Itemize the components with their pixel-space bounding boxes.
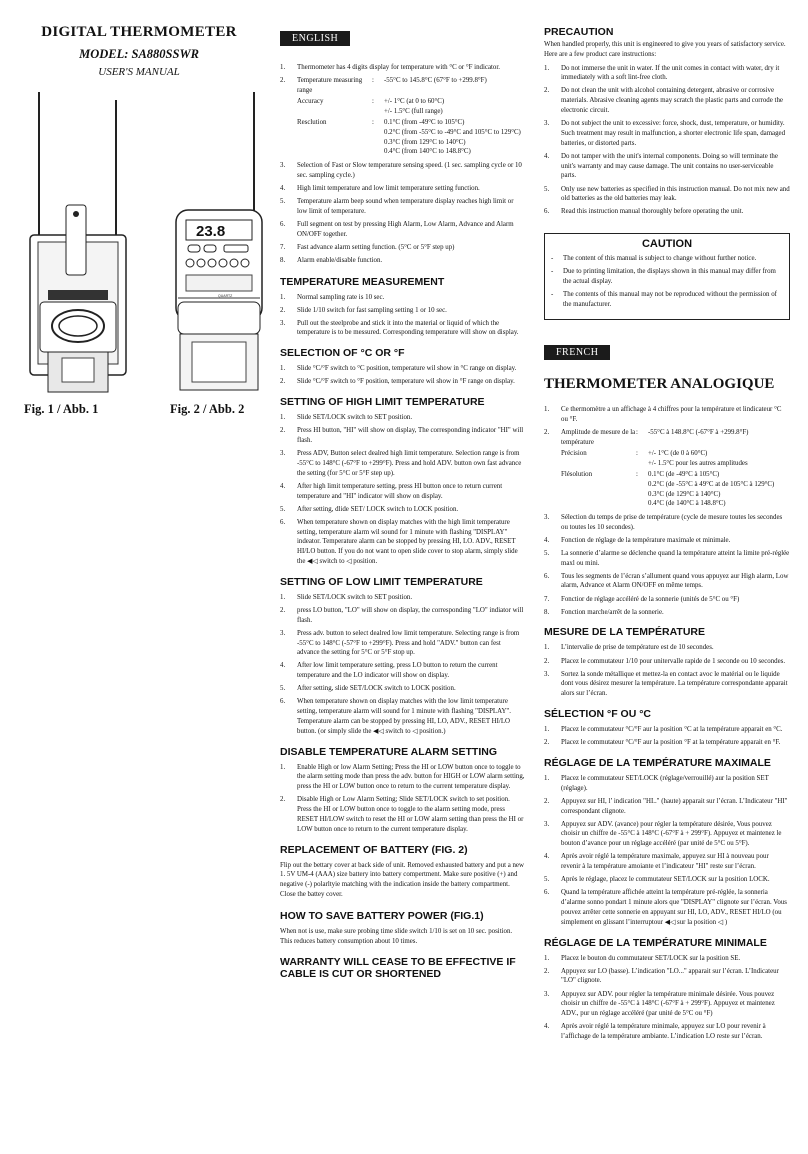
- list-item: 1. Placez le commutateur SET/LOCK (réglage/verrouillé) aur la position SET (réglage).: [544, 774, 769, 792]
- precaution-heading: PRECAUTION: [544, 26, 614, 38]
- list-item: - Due to printing limitation, the displays shown in this manual may differ from the actual display.: [551, 268, 776, 286]
- battery-power-heading: HOW TO SAVE BATTERY POWER (FIG.1): [280, 909, 484, 922]
- list-item: 1. Do not immerse the unit in water. If the unit comes in contact with water, dry it immediately with a soft lint-free cloth.: [544, 64, 780, 82]
- selection-list: [280, 364, 525, 387]
- fr-max-list: [544, 774, 790, 928]
- lcd-reading: 23.8: [196, 223, 226, 240]
- list-item: 3. Appuyez sur ADV. (avance) pour régler la température désirée, Vous pouvez choisir un chiffre de -55°C à 148°C (-67°F à + 299°F). Appuyez et maintenez le bouton d’avance pour un réglage accéléré (par unité de 5°C ou 5°F).: [544, 820, 782, 848]
- list-item: 7. Fast advance alarm setting function. (5°C or 5°F step up): [280, 243, 455, 251]
- fr-selection-heading: SÉLECTION °F OU °C: [544, 707, 651, 720]
- spec-range: Amplitude de mesure de la température : -55°C à 148.8°C (-67°F à +299.8°F): [561, 429, 749, 446]
- fr-measurement-list: [544, 643, 790, 699]
- list-item: 6. Read this instruction manual thoroughly before operating the unit.: [544, 208, 744, 216]
- precaution-list: [544, 64, 790, 218]
- list-item: 8. Fonction marche/arrêt de la sonnerie.: [544, 608, 664, 616]
- list-item: 1. Slide SET/LOCK switch to SET position.: [280, 593, 413, 601]
- english-column: [280, 0, 525, 985]
- list-item: 4. After low limit temperature setting, press LO button to return the current temperature and the LO indicator will show on display.: [280, 662, 498, 680]
- list-item: 6. Full segment on test by pressing High Alarm, Low Alarm, Advance and Alarm ON/OFF together.: [280, 220, 514, 238]
- english-intro-list-cont: [280, 161, 525, 266]
- list-item: 1. Slide °C/°F switch to °C position, temperature wil show in °C range on display.: [280, 365, 517, 373]
- list-item: - The contents of this manual may not be reproduced without the permission of the manufacturer.: [551, 291, 777, 309]
- fr-min-list: [544, 954, 790, 1042]
- caution-box: [544, 233, 790, 320]
- quartz-label: QUARTZ: [218, 294, 233, 298]
- caution-list: [551, 254, 783, 310]
- list-item: 3. Appuyez sur ADV. pour régler la température minimale désirée. Vous pouvez choisir un chiffre de -55°C à 148°C (-67°F à + 299°F). Appuyez et maintenez ADV., pur un réglage accéléré (par unité de 5°C ou °F): [544, 990, 775, 1018]
- fr-max-heading: RÉGLAGE DE LA TEMPÉRATURE MAXIMALE: [544, 756, 771, 769]
- list-item: 6. Quand la température affichée atteint la température pré-réglée, la sonneria d’alarme sonno pondart 1 minute alors que "DISPLAY" clignote sur l’écran. Vous pouvez arrêter cette sonnerie en appuyant sur HI, LO, ADV., RESET HI/LO (ou simplement en glissant l’interruptour ◀◁ sur la position ◁ ): [544, 889, 787, 926]
- fig1-caption: Fig. 1 / Abb. 1: [24, 402, 99, 416]
- list-item: - The content of this manual is subject to change without further notice.: [551, 255, 757, 263]
- list-item: 5. After setting, slide SET/LOCK switch to LOCK position.: [280, 685, 456, 693]
- list-item: 5. After setting, dlide SET/ LOCK switch to LOCK position.: [280, 505, 459, 513]
- list-item: 5. Only use new batteries as specified in this instruction manual. Do not mix new and old batteries as the old batteries may leak.: [544, 185, 790, 203]
- spec-resolution: Resclution : 0.1°C (from -49°C to 105°C) 0.2°C (from -55°C to -49°C and 105°C to 129°C) 0.3°C (from 129°C to 140°C) 0.4°C (from 140°C to 148.8°C): [297, 119, 521, 156]
- list-item: 3. Selection of Fast or Slow temperature sensing speed. (1 sec. sampling cycle or 10 sec. sampling cycle.): [280, 161, 522, 179]
- disable-alarm-heading: DISABLE TEMPERATURE ALARM SETTING: [280, 745, 497, 758]
- disable-alarm-list: [280, 763, 525, 835]
- list-item: 2. Slide °C/°F switch to °F position, temperature wil show in °F range on display.: [280, 378, 515, 386]
- english-intro-list: [280, 63, 525, 95]
- french-title: THERMOMETER ANALOGIQUE: [544, 376, 775, 393]
- list-item: 2. Appuyez sur HI, l’ indication "HI.." (haute) apparait sur l’écran. L’Indicateur "HI" correspondant clignote.: [544, 797, 788, 815]
- list-item: 2. Do not clean the unit with alcohol containing detergent, abrasive or corrosive materials. Abrasive cleaning agents may scratch the plastic parts and corrode the electronic circuit.: [544, 87, 783, 115]
- measurement-heading: TEMPERATURE MEASUREMENT: [280, 275, 445, 288]
- list-item: 2. Amplitude de mesure de la température : -55°C à 148.8°C (-67°F à +299.8°F): [544, 428, 790, 447]
- fr-min-heading: RÉGLAGE DE LA TEMPÉRATURE MINIMALE: [544, 936, 767, 949]
- list-item: 5. La sonnerie d’alarme se déclenche quand la température atteint la limite pré-réglée maxl ou mini.: [544, 549, 790, 567]
- fr-measurement-heading: MESURE DE LA TEMPÉRATURE: [544, 626, 706, 639]
- list-item: 1. Enable High or low Alarm Setting; Press the HI or LOW button once to toggle to the alarm setting mode than press the adv. button for HIGH or LOW alarm setting, press the HI or LOW button once to return to the current temperature display.: [280, 763, 525, 791]
- list-item: 4. Do not tamper with the unit's internal components. Doing so will terminate the unit's warranty and may cause damage. The unit contains no user-serviceable parts.: [544, 152, 778, 180]
- french-intro-list-cont: [544, 513, 790, 618]
- list-item: 2. press LO button, "LO" will show on display, the corresponding "LO" indiator will flash.: [280, 606, 524, 624]
- battery-heading: REPLACEMENT OF BATTERY (FIG. 2): [280, 843, 468, 856]
- list-item: 1. Placez le bouton du commutateur SET/LOCK sur la position SE.: [544, 954, 741, 962]
- list-item: 1. Normal sampling rate is 10 sec.: [280, 293, 385, 301]
- list-item: 2. Press HI button, "HI" will show on display, The corresponding indicator "HI" will flash.: [280, 427, 524, 445]
- list-item: 3. Do not subject the unit to excessive: force, shock, dust, temperature, or humidity. Such treatment may result in malfunction, a shorter electronic life span, damaged batteries, or distorted parts.: [544, 120, 786, 147]
- list-item: 1. Ce thermomètre a un affichage à 4 chiffres pour la température et lindicateur °C ou °F.: [544, 406, 782, 423]
- spec-accuracy: Précision : +/- 1°C (de 0 à 60°C) +/- 1.5°C pour les autres amplitudes: [561, 450, 748, 467]
- spec-resolution: Flésolution : 0.1°C (de -49°C à 105°C) 0.2°C (de -55°C à 49°C at de 105°C à 129°C) 0.3°C (de 129°C à 140°C) 0.4°C (de 140°C à 148.8°C): [561, 471, 775, 508]
- precaution-intro: When handled properly, this unit is engineered to give you years of satisfactory service. Here are a few product care instructions:: [544, 41, 786, 58]
- battery-text: Flip out the bettary cover at back side of unit. Removed exhausted battery and put a new 1. 5V UM-4 (AAA) size battery into battery compertment. Make sure positive (+) and negative (-) polarltyie matching with the indication inside the battery compartment. Close the battey cover.: [280, 861, 524, 898]
- list-item: 4. After high limit temperature setting, press HI button once to return current temperature and "HI" indicator will show on display.: [280, 482, 503, 500]
- fig2-thermometer-illustration: [168, 90, 270, 395]
- list-item: 6. When temperature shown on display matches with the low limit temperature setting, temperature alarm will sound for 1 minute with flashing "DISPLAY". Temperature alarm can be stopped by pressing HI, LO, ADV., RESET HI/LO button. (or simply slide the ◀◁ switch to ◁ position.): [280, 698, 511, 735]
- list-item: 5. Après le réglage, placez le commutateur SET/LOCK sur la position LOCK.: [544, 876, 770, 884]
- list-item: 3. Press ADV, Button select dealred high limit temperature. Selection range is from -55°C to 148°C (-67°F to +299°F). Press and hold ADV. button own fast advance the setting (for 5°C or 5°F step up).: [280, 450, 522, 477]
- warranty-heading: WARRANTY WILL CEASE TO BE EFFECTIVE IF CABLE IS CUT OR SHORTENED: [280, 956, 516, 981]
- measurement-list: [280, 293, 525, 339]
- list-item: 3. Press adv. button to select dealred low limit temperature. Selecting range is from -55°C to 148°C (-57°F to +299°F). Press and hold "ADV." button can fest advance the setting for 5°C or 5°F stop up.: [280, 629, 520, 657]
- list-item: 2. Placez le commutateur 1/10 pour unitervalle rapide de 1 seconde ou 10 secondes.: [544, 657, 786, 665]
- high-limit-list: [280, 413, 525, 567]
- list-item: 1. Thermometer has 4 digits display for temperature with °C or °F indicator.: [280, 64, 500, 71]
- low-limit-list: [280, 593, 525, 737]
- list-item: 4. Fonction de réglage de la température maximale et minimale.: [544, 536, 731, 544]
- list-item: 4. Après avoir réglé la température minimale, appuyez sur LO pour revenir à l’affichage de la température ambiante. L’indication LO reste sur l’écran.: [544, 1023, 766, 1040]
- french-label: FRENCH: [544, 345, 610, 360]
- list-item: 1. Placez le commutateur °C/°F aur la position °C at la température apparait en °C.: [544, 725, 783, 733]
- caution-heading: CAUTION: [641, 238, 693, 251]
- list-item: 8. Alarm enable/disable function.: [280, 256, 383, 264]
- spec-accuracy: Accuracy : +/- 1°C (at 0 to 60°C) +/- 1.5°C (full range): [297, 98, 445, 115]
- low-limit-heading: SETTING OF LOW LIMIT TEMPERATURE: [280, 575, 483, 588]
- list-item: 1. L’intervalie de prise de température est de 10 secondes.: [544, 644, 714, 652]
- french-intro-list: [544, 405, 790, 447]
- spec-range: Temperature measuring range : -55°C to 145.8°C (67°F to +299.8°F): [297, 77, 487, 94]
- list-item: 1. Slide SET/LOCK switch to SET position.: [280, 414, 413, 422]
- list-item: 3. Pull out the steelprobe and stick it into the material or liquid of which the temperature is to be messured. Corresponding temperature will show on display.: [280, 319, 519, 337]
- list-item: 2. Placez le commutateur °C/°F aur la position °F at la température apparait en °F.: [544, 739, 781, 747]
- list-item: 2. Slide 1/10 switch for fast sampling setting 1 or 10 sec.: [280, 306, 447, 314]
- high-limit-heading: SETTING OF HIGH LIMIT TEMPERATURE: [280, 396, 485, 409]
- fig2-caption: Fig. 2 / Abb. 2: [170, 402, 245, 416]
- list-item: 4. High limit temperature and low limit temperature setting function.: [280, 184, 480, 192]
- list-item: 6. Tous les segments de l’écran s’allument quand vous appuyez aur High alarm, Low alarm, Advance et Alarm ON/OFF en même temps.: [544, 572, 789, 590]
- list-item: 7. Fonctior de réglage accéléré de la sonnerie (unités de 5°C ou °F): [544, 595, 740, 603]
- english-label: ENGLISH: [280, 31, 350, 46]
- right-column: [544, 0, 790, 1045]
- list-item: 2. Temperature measuring range : -55°C to 145.8°C (67°F to +299.8°F): [280, 76, 525, 95]
- battery-power-text: When not is use, make sure probing time slide switch 1/10 is set on 10 sec. position. This reduces battery consumption about 10 times.: [280, 927, 513, 945]
- list-item: 4. Après avoir réglé la température maximale, appuyez sur HI à nouveau pour revenir à la température amoiante et l’indicateur "HI" reste sur l’écran.: [544, 853, 769, 871]
- users-manual-label: USER'S MANUAL: [98, 66, 180, 78]
- fig1-thermometer-illustration: [18, 90, 136, 395]
- selection-heading: SELECTION OF °C OR °F: [280, 347, 405, 360]
- list-item: 3. Sélection du temps de prise de température (cycle de mesure toutes les secondes ou toutes les 10 secondes).: [544, 513, 783, 531]
- fr-selection-list: [544, 725, 790, 748]
- list-item: 3. Sortez la sonde métallique et mettez-la en contact avoc le matérial ou le liquide dont vous désirez mesurer la température. La température correspondante apparait alors sur l’écran.: [544, 670, 788, 698]
- list-item: 2. Disable High or Low Alarm Setting; Slide SET/LOCK switch to set position. Press the HI or LOW button once to toggle to the alarm setting mode, press RESET HI/LOW switch to reset the HI or LOW alarm setting than press the HI or LOW button once to return to the current temperature display.: [280, 796, 524, 833]
- left-column: [14, 0, 264, 78]
- model-number: MODEL: SA880SSWR: [79, 47, 199, 61]
- list-item: 2. Appuyez sur LO (basse). L’indication "LO..." apparait sur l’écran. L’Indicateur "LO" clignote.: [544, 967, 779, 985]
- list-item: 5. Temperature alarm beep sound when temperature display reaches high limit or low limit of temperature.: [280, 197, 514, 215]
- manual-title: DIGITAL THERMOMETER: [41, 24, 237, 40]
- list-item: 6. When temperature shown on display matches with the high limit temperature setting, temperature alarm wil sound for 1 minute with flashing "DISPLAY" indeator. Temperature alarm can be stopped by pressing HI, LO. ADV., RESET HI/LO button. If you do not want to open slide cover to stop alarm, simply slide the ◀◁ switch to ◁ position.: [280, 518, 518, 566]
